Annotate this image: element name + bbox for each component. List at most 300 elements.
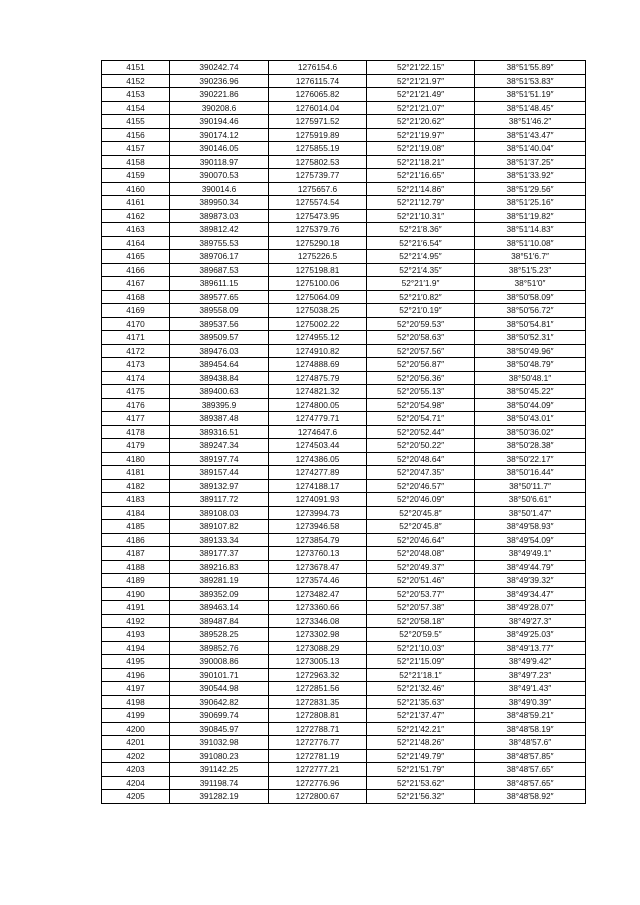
y-coordinate-cell: 1272808.81 (269, 709, 367, 723)
table-row (102, 776, 586, 790)
table-row (102, 398, 586, 412)
longitude-cell: 38°51′37.25″ (475, 155, 586, 169)
x-coordinate-cell: 390014.6 (170, 182, 269, 196)
table-row (102, 736, 586, 750)
latitude-cell: 52°21′6.54″ (367, 236, 475, 250)
table-row (102, 628, 586, 642)
latitude-cell: 52°20′54.71″ (367, 412, 475, 426)
y-coordinate-cell: 1272788.71 (269, 722, 367, 736)
point-number-cell: 4197 (102, 682, 170, 696)
longitude-cell: 38°49′25.03″ (475, 628, 586, 642)
point-number-cell: 4188 (102, 560, 170, 574)
longitude-cell: 38°49′7.23″ (475, 668, 586, 682)
y-coordinate-cell: 1274888.69 (269, 358, 367, 372)
x-coordinate-cell: 389528.25 (170, 628, 269, 642)
y-coordinate-cell: 1275855.19 (269, 142, 367, 156)
x-coordinate-cell: 390174.12 (170, 128, 269, 142)
latitude-cell: 52°20′45.8″ (367, 506, 475, 520)
point-number-cell: 4186 (102, 533, 170, 547)
y-coordinate-cell: 1274955.12 (269, 331, 367, 345)
table-row (102, 763, 586, 777)
point-number-cell: 4176 (102, 398, 170, 412)
point-number-cell: 4196 (102, 668, 170, 682)
table-row (102, 223, 586, 237)
point-number-cell: 4177 (102, 412, 170, 426)
y-coordinate-cell: 1275473.95 (269, 209, 367, 223)
y-coordinate-cell: 1273482.47 (269, 587, 367, 601)
table-row (102, 209, 586, 223)
longitude-cell: 38°50′48.1″ (475, 371, 586, 385)
y-coordinate-cell: 1275802.53 (269, 155, 367, 169)
longitude-cell: 38°48′57.65″ (475, 776, 586, 790)
latitude-cell: 52°21′37.47″ (367, 709, 475, 723)
point-number-cell: 4184 (102, 506, 170, 520)
table-row (102, 641, 586, 655)
longitude-cell: 38°50′36.02″ (475, 425, 586, 439)
point-number-cell: 4155 (102, 115, 170, 129)
x-coordinate-cell: 390146.05 (170, 142, 269, 156)
longitude-cell: 38°50′44.09″ (475, 398, 586, 412)
point-number-cell: 4175 (102, 385, 170, 399)
y-coordinate-cell: 1274188.17 (269, 479, 367, 493)
x-coordinate-cell: 389706.17 (170, 250, 269, 264)
latitude-cell: 52°21′15.09″ (367, 655, 475, 669)
x-coordinate-cell: 389537.56 (170, 317, 269, 331)
x-coordinate-cell: 389812.42 (170, 223, 269, 237)
y-coordinate-cell: 1276115.74 (269, 74, 367, 88)
table-row (102, 236, 586, 250)
longitude-cell: 38°49′54.09″ (475, 533, 586, 547)
point-number-cell: 4181 (102, 466, 170, 480)
latitude-cell: 52°21′16.65″ (367, 169, 475, 183)
y-coordinate-cell: 1275379.76 (269, 223, 367, 237)
point-number-cell: 4202 (102, 749, 170, 763)
y-coordinate-cell: 1276014.04 (269, 101, 367, 115)
latitude-cell: 52°21′14.86″ (367, 182, 475, 196)
latitude-cell: 52°20′45.8″ (367, 520, 475, 534)
y-coordinate-cell: 1274800.05 (269, 398, 367, 412)
y-coordinate-cell: 1274386.05 (269, 452, 367, 466)
y-coordinate-cell: 1275198.81 (269, 263, 367, 277)
point-number-cell: 4153 (102, 88, 170, 102)
y-coordinate-cell: 1274779.71 (269, 412, 367, 426)
longitude-cell: 38°49′0.39″ (475, 695, 586, 709)
y-coordinate-cell: 1274647.6 (269, 425, 367, 439)
latitude-cell: 52°20′59.53″ (367, 317, 475, 331)
table-row (102, 466, 586, 480)
latitude-cell: 52°21′35.63″ (367, 695, 475, 709)
point-number-cell: 4191 (102, 601, 170, 615)
longitude-cell: 38°50′16.44″ (475, 466, 586, 480)
y-coordinate-cell: 1275038.25 (269, 304, 367, 318)
latitude-cell: 52°21′21.49″ (367, 88, 475, 102)
longitude-cell: 38°51′46.2″ (475, 115, 586, 129)
x-coordinate-cell: 389157.44 (170, 466, 269, 480)
x-coordinate-cell: 389281.19 (170, 574, 269, 588)
x-coordinate-cell: 389395.9 (170, 398, 269, 412)
latitude-cell: 52°20′46.09″ (367, 493, 475, 507)
table-row (102, 655, 586, 669)
table-row (102, 331, 586, 345)
x-coordinate-cell: 390544.98 (170, 682, 269, 696)
point-number-cell: 4189 (102, 574, 170, 588)
x-coordinate-cell: 389577.65 (170, 290, 269, 304)
latitude-cell: 52°21′10.31″ (367, 209, 475, 223)
latitude-cell: 52°20′57.56″ (367, 344, 475, 358)
point-number-cell: 4193 (102, 628, 170, 642)
longitude-cell: 38°51′33.92″ (475, 169, 586, 183)
longitude-cell: 38°50′56.72″ (475, 304, 586, 318)
point-number-cell: 4192 (102, 614, 170, 628)
table-row (102, 493, 586, 507)
latitude-cell: 52°21′48.26″ (367, 736, 475, 750)
y-coordinate-cell: 1274277.89 (269, 466, 367, 480)
latitude-cell: 52°20′57.38″ (367, 601, 475, 615)
longitude-cell: 38°51′40.04″ (475, 142, 586, 156)
point-number-cell: 4161 (102, 196, 170, 210)
x-coordinate-cell: 389687.53 (170, 263, 269, 277)
table-row (102, 155, 586, 169)
x-coordinate-cell: 389197.74 (170, 452, 269, 466)
table-row (102, 196, 586, 210)
y-coordinate-cell: 1275002.22 (269, 317, 367, 331)
coordinates-table-body (102, 61, 586, 804)
y-coordinate-cell: 1276154.6 (269, 61, 367, 75)
table-row (102, 560, 586, 574)
x-coordinate-cell: 389873.03 (170, 209, 269, 223)
latitude-cell: 52°21′4.35″ (367, 263, 475, 277)
x-coordinate-cell: 389487.84 (170, 614, 269, 628)
x-coordinate-cell: 389755.53 (170, 236, 269, 250)
y-coordinate-cell: 1272800.67 (269, 790, 367, 804)
longitude-cell: 38°50′28.38″ (475, 439, 586, 453)
point-number-cell: 4182 (102, 479, 170, 493)
longitude-cell: 38°50′43.01″ (475, 412, 586, 426)
longitude-cell: 38°50′11.7″ (475, 479, 586, 493)
table-row (102, 250, 586, 264)
longitude-cell: 38°49′28.07″ (475, 601, 586, 615)
point-number-cell: 4164 (102, 236, 170, 250)
point-number-cell: 4198 (102, 695, 170, 709)
longitude-cell: 38°51′43.47″ (475, 128, 586, 142)
point-number-cell: 4152 (102, 74, 170, 88)
table-row (102, 668, 586, 682)
table-row (102, 115, 586, 129)
latitude-cell: 52°21′21.07″ (367, 101, 475, 115)
latitude-cell: 52°21′10.03″ (367, 641, 475, 655)
longitude-cell: 38°49′49.1″ (475, 547, 586, 561)
latitude-cell: 52°21′8.36″ (367, 223, 475, 237)
point-number-cell: 4195 (102, 655, 170, 669)
latitude-cell: 52°20′52.44″ (367, 425, 475, 439)
x-coordinate-cell: 391032.98 (170, 736, 269, 750)
latitude-cell: 52°20′47.35″ (367, 466, 475, 480)
table-row (102, 74, 586, 88)
latitude-cell: 52°20′46.64″ (367, 533, 475, 547)
x-coordinate-cell: 391282.19 (170, 790, 269, 804)
latitude-cell: 52°21′20.62″ (367, 115, 475, 129)
coordinates-table (101, 60, 586, 804)
x-coordinate-cell: 389247.34 (170, 439, 269, 453)
y-coordinate-cell: 1275100.06 (269, 277, 367, 291)
table-row (102, 439, 586, 453)
longitude-cell: 38°51′19.82″ (475, 209, 586, 223)
latitude-cell: 52°20′56.36″ (367, 371, 475, 385)
longitude-cell: 38°48′57.65″ (475, 763, 586, 777)
x-coordinate-cell: 389107.82 (170, 520, 269, 534)
y-coordinate-cell: 1275290.18 (269, 236, 367, 250)
point-number-cell: 4199 (102, 709, 170, 723)
table-row (102, 790, 586, 804)
x-coordinate-cell: 390642.82 (170, 695, 269, 709)
longitude-cell: 38°49′27.3″ (475, 614, 586, 628)
latitude-cell: 52°21′19.08″ (367, 142, 475, 156)
longitude-cell: 38°49′1.43″ (475, 682, 586, 696)
point-number-cell: 4185 (102, 520, 170, 534)
longitude-cell: 38°48′57.85″ (475, 749, 586, 763)
latitude-cell: 52°20′58.18″ (367, 614, 475, 628)
point-number-cell: 4171 (102, 331, 170, 345)
longitude-cell: 38°51′53.83″ (475, 74, 586, 88)
table-row (102, 344, 586, 358)
longitude-cell: 38°50′6.61″ (475, 493, 586, 507)
latitude-cell: 52°20′56.87″ (367, 358, 475, 372)
y-coordinate-cell: 1272776.96 (269, 776, 367, 790)
x-coordinate-cell: 389352.09 (170, 587, 269, 601)
longitude-cell: 38°49′34.47″ (475, 587, 586, 601)
latitude-cell: 52°21′21.97″ (367, 74, 475, 88)
longitude-cell: 38°48′57.6″ (475, 736, 586, 750)
latitude-cell: 52°21′42.21″ (367, 722, 475, 736)
table-row (102, 601, 586, 615)
latitude-cell: 52°21′1.9″ (367, 277, 475, 291)
x-coordinate-cell: 389438.84 (170, 371, 269, 385)
latitude-cell: 52°21′18.21″ (367, 155, 475, 169)
y-coordinate-cell: 1272963.32 (269, 668, 367, 682)
table-row (102, 695, 586, 709)
x-coordinate-cell: 389558.09 (170, 304, 269, 318)
x-coordinate-cell: 389316.51 (170, 425, 269, 439)
latitude-cell: 52°20′59.5″ (367, 628, 475, 642)
table-row (102, 290, 586, 304)
longitude-cell: 38°50′22.17″ (475, 452, 586, 466)
table-row (102, 520, 586, 534)
x-coordinate-cell: 389611.15 (170, 277, 269, 291)
y-coordinate-cell: 1273574.46 (269, 574, 367, 588)
latitude-cell: 52°20′48.08″ (367, 547, 475, 561)
table-row (102, 574, 586, 588)
longitude-cell: 38°51′48.45″ (475, 101, 586, 115)
table-row (102, 385, 586, 399)
y-coordinate-cell: 1273360.66 (269, 601, 367, 615)
table-row (102, 88, 586, 102)
x-coordinate-cell: 389117.72 (170, 493, 269, 507)
y-coordinate-cell: 1275226.5 (269, 250, 367, 264)
table-row (102, 317, 586, 331)
x-coordinate-cell: 390008.86 (170, 655, 269, 669)
table-row (102, 587, 586, 601)
x-coordinate-cell: 390194.46 (170, 115, 269, 129)
x-coordinate-cell: 389108.03 (170, 506, 269, 520)
point-number-cell: 4173 (102, 358, 170, 372)
y-coordinate-cell: 1275064.09 (269, 290, 367, 304)
table-row (102, 304, 586, 318)
table-row (102, 128, 586, 142)
y-coordinate-cell: 1274875.79 (269, 371, 367, 385)
table-row (102, 749, 586, 763)
y-coordinate-cell: 1273005.13 (269, 655, 367, 669)
latitude-cell: 52°21′0.82″ (367, 290, 475, 304)
x-coordinate-cell: 389463.14 (170, 601, 269, 615)
longitude-cell: 38°51′0″ (475, 277, 586, 291)
x-coordinate-cell: 389132.97 (170, 479, 269, 493)
x-coordinate-cell: 390236.96 (170, 74, 269, 88)
point-number-cell: 4194 (102, 641, 170, 655)
y-coordinate-cell: 1273994.73 (269, 506, 367, 520)
y-coordinate-cell: 1273854.79 (269, 533, 367, 547)
y-coordinate-cell: 1273760.13 (269, 547, 367, 561)
longitude-cell: 38°51′29.56″ (475, 182, 586, 196)
y-coordinate-cell: 1273302.98 (269, 628, 367, 642)
x-coordinate-cell: 389216.83 (170, 560, 269, 574)
latitude-cell: 52°21′12.79″ (367, 196, 475, 210)
latitude-cell: 52°20′51.46″ (367, 574, 475, 588)
y-coordinate-cell: 1275739.77 (269, 169, 367, 183)
x-coordinate-cell: 390118.97 (170, 155, 269, 169)
x-coordinate-cell: 391142.25 (170, 763, 269, 777)
x-coordinate-cell: 389400.63 (170, 385, 269, 399)
latitude-cell: 52°21′0.19″ (367, 304, 475, 318)
y-coordinate-cell: 1274910.82 (269, 344, 367, 358)
longitude-cell: 38°49′58.93″ (475, 520, 586, 534)
point-number-cell: 4167 (102, 277, 170, 291)
point-number-cell: 4160 (102, 182, 170, 196)
y-coordinate-cell: 1273678.47 (269, 560, 367, 574)
longitude-cell: 38°51′6.7″ (475, 250, 586, 264)
y-coordinate-cell: 1275919.89 (269, 128, 367, 142)
longitude-cell: 38°50′45.22″ (475, 385, 586, 399)
table-row (102, 263, 586, 277)
y-coordinate-cell: 1272851.56 (269, 682, 367, 696)
y-coordinate-cell: 1276065.82 (269, 88, 367, 102)
point-number-cell: 4174 (102, 371, 170, 385)
longitude-cell: 38°51′5.23″ (475, 263, 586, 277)
y-coordinate-cell: 1275971.52 (269, 115, 367, 129)
latitude-cell: 52°20′50.22″ (367, 439, 475, 453)
longitude-cell: 38°50′58.09″ (475, 290, 586, 304)
latitude-cell: 52°21′51.79″ (367, 763, 475, 777)
latitude-cell: 52°21′53.62″ (367, 776, 475, 790)
x-coordinate-cell: 391198.74 (170, 776, 269, 790)
x-coordinate-cell: 390242.74 (170, 61, 269, 75)
latitude-cell: 52°21′18.1″ (367, 668, 475, 682)
longitude-cell: 38°51′25.16″ (475, 196, 586, 210)
x-coordinate-cell: 390699.74 (170, 709, 269, 723)
point-number-cell: 4165 (102, 250, 170, 264)
point-number-cell: 4204 (102, 776, 170, 790)
longitude-cell: 38°50′52.31″ (475, 331, 586, 345)
table-row (102, 182, 586, 196)
point-number-cell: 4178 (102, 425, 170, 439)
latitude-cell: 52°20′58.63″ (367, 331, 475, 345)
y-coordinate-cell: 1272781.19 (269, 749, 367, 763)
latitude-cell: 52°21′49.79″ (367, 749, 475, 763)
latitude-cell: 52°21′19.97″ (367, 128, 475, 142)
longitude-cell: 38°49′44.79″ (475, 560, 586, 574)
point-number-cell: 4168 (102, 290, 170, 304)
point-number-cell: 4201 (102, 736, 170, 750)
y-coordinate-cell: 1273088.29 (269, 641, 367, 655)
longitude-cell: 38°50′1.47″ (475, 506, 586, 520)
point-number-cell: 4172 (102, 344, 170, 358)
x-coordinate-cell: 389476.03 (170, 344, 269, 358)
longitude-cell: 38°51′14.83″ (475, 223, 586, 237)
latitude-cell: 52°21′22.15″ (367, 61, 475, 75)
point-number-cell: 4180 (102, 452, 170, 466)
x-coordinate-cell: 389387.48 (170, 412, 269, 426)
latitude-cell: 52°20′53.77″ (367, 587, 475, 601)
latitude-cell: 52°20′54.98″ (367, 398, 475, 412)
table-row (102, 169, 586, 183)
x-coordinate-cell: 390070.53 (170, 169, 269, 183)
x-coordinate-cell: 390208.6 (170, 101, 269, 115)
x-coordinate-cell: 391080.23 (170, 749, 269, 763)
latitude-cell: 52°20′55.13″ (367, 385, 475, 399)
table-row (102, 358, 586, 372)
point-number-cell: 4179 (102, 439, 170, 453)
table-row (102, 412, 586, 426)
point-number-cell: 4190 (102, 587, 170, 601)
y-coordinate-cell: 1274821.32 (269, 385, 367, 399)
point-number-cell: 4159 (102, 169, 170, 183)
table-row (102, 142, 586, 156)
table-row (102, 101, 586, 115)
y-coordinate-cell: 1275574.54 (269, 196, 367, 210)
latitude-cell: 52°20′49.37″ (367, 560, 475, 574)
point-number-cell: 4156 (102, 128, 170, 142)
table-row (102, 277, 586, 291)
x-coordinate-cell: 389133.34 (170, 533, 269, 547)
longitude-cell: 38°50′48.79″ (475, 358, 586, 372)
y-coordinate-cell: 1273946.58 (269, 520, 367, 534)
table-row (102, 452, 586, 466)
x-coordinate-cell: 389509.57 (170, 331, 269, 345)
table-row (102, 533, 586, 547)
latitude-cell: 52°20′46.57″ (367, 479, 475, 493)
latitude-cell: 52°20′48.64″ (367, 452, 475, 466)
table-row (102, 506, 586, 520)
longitude-cell: 38°51′51.19″ (475, 88, 586, 102)
longitude-cell: 38°50′54.81″ (475, 317, 586, 331)
table-row (102, 682, 586, 696)
y-coordinate-cell: 1275657.6 (269, 182, 367, 196)
table-row (102, 722, 586, 736)
point-number-cell: 4166 (102, 263, 170, 277)
table-row (102, 371, 586, 385)
table-row (102, 614, 586, 628)
point-number-cell: 4158 (102, 155, 170, 169)
point-number-cell: 4200 (102, 722, 170, 736)
table-row (102, 61, 586, 75)
longitude-cell: 38°48′58.19″ (475, 722, 586, 736)
point-number-cell: 4163 (102, 223, 170, 237)
table-row (102, 425, 586, 439)
x-coordinate-cell: 390101.71 (170, 668, 269, 682)
y-coordinate-cell: 1272776.77 (269, 736, 367, 750)
y-coordinate-cell: 1274503.44 (269, 439, 367, 453)
y-coordinate-cell: 1273346.08 (269, 614, 367, 628)
y-coordinate-cell: 1272831.35 (269, 695, 367, 709)
